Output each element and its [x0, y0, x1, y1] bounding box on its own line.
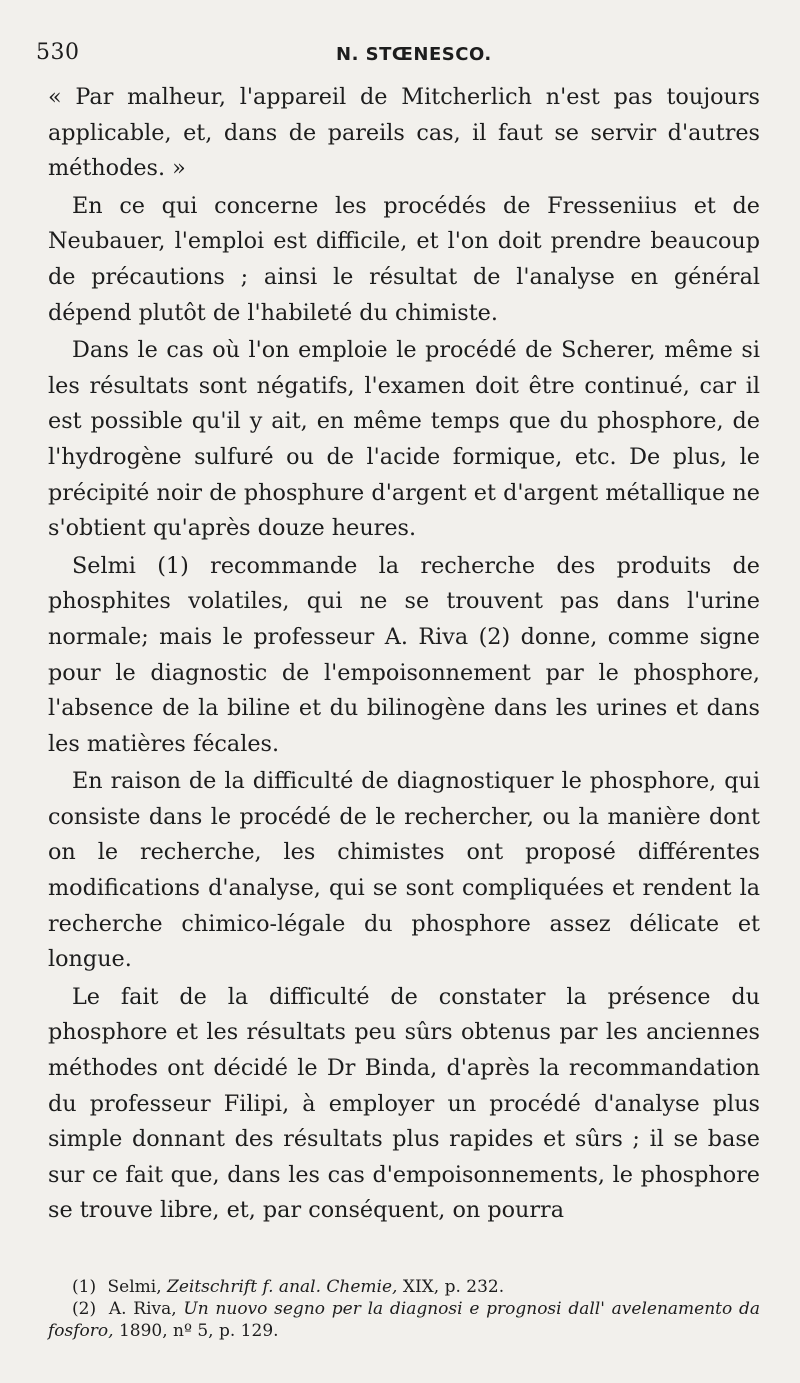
page-header — [36, 40, 760, 72]
footnote-ref: (2) — [72, 1299, 97, 1319]
footnote — [48, 1276, 760, 1298]
footnote-title: Zeitschrift f. anal. Chemie, — [167, 1277, 398, 1297]
page-number: 530 — [36, 40, 80, 65]
footnote-rest: 1890, nº 5, p. 129. — [118, 1321, 279, 1341]
footnote-author: Selmi, — [107, 1277, 162, 1297]
body-text — [48, 80, 760, 1229]
footnote-rest: XIX, p. 232. — [402, 1277, 505, 1297]
footnote-title: Un nuovo segno per la diagnosi e prognosi dall' avelenamento da fosforo, — [48, 1299, 760, 1341]
running-head: N. STŒNESCO. — [336, 44, 492, 65]
paragraph: Dans le cas où l'on emploie le procédé de Scherer, même si les résultats sont négatifs, l'examen doit être continué, car il est possible qu'il y ait, en même temps que du phosphore, de l'hydrogène sulfuré ou de l'acide formique, etc. De plus, le précipité noir de phosphure d'argent et d'argent métallique ne s'obtient qu'après douze heures. — [48, 337, 760, 542]
paragraph: Selmi (1) recommande la recherche des produits de phosphites volatiles, qui ne se trouvent pas dans l'urine normale; mais le professeur A. Riva (2) donne, comme signe pour le diagnostic de l'empoisonnement par le phosphore, l'absence de la biline et du bilinogène dans les urines et dans les matières fécales. — [48, 552, 760, 757]
footnote-ref: (1) — [72, 1277, 97, 1297]
footnotes — [48, 1276, 760, 1342]
footnote-author: A. Riva, — [108, 1299, 177, 1319]
paragraph: Le fait de la difficulté de constater la présence du phosphore et les résultats peu sûrs obtenus par les anciennes méthodes ont décidé le Dr Binda, d'après la recommandation du professeur Filipi, à employer un procédé d'analyse plus simple donnant des résultats plus rapides et sûrs ; il se base sur ce fait que, dans les cas d'empoisonnements, le phosphore se trouve libre, et, par conséquent, on pourra — [48, 983, 760, 1224]
footnote — [48, 1298, 760, 1342]
paragraph: En ce qui concerne les procédés de Fresseniius et de Neubauer, l'emploi est difficile, et l'on doit prendre beaucoup de précautions ; ainsi le résultat de l'analyse en général dépend plutôt de l'habileté du chimiste. — [48, 192, 760, 326]
paragraph: En raison de la difficulté de diagnostiquer le phosphore, qui consiste dans le procédé de le rechercher, ou la manière dont on le recherche, les chimistes ont proposé différentes modifications d'analyse, qui se sont compliquées et rendent la recherche chimico-légale du phosphore assez délicate et longue. — [48, 768, 760, 973]
paragraph: « Par malheur, l'appareil de Mitcherlich n'est pas toujours applicable, et, dans de pareils cas, il faut se servir d'autres méthodes. » — [48, 84, 760, 182]
